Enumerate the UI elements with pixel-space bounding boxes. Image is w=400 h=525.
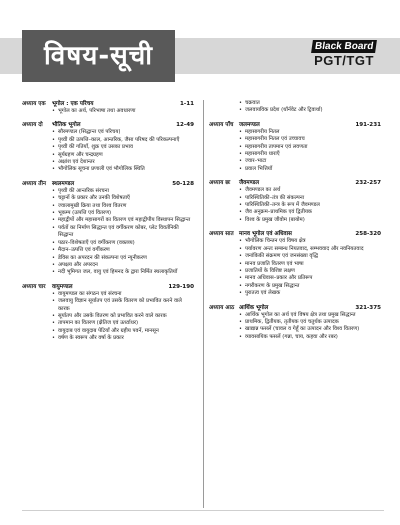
topic-item	[22, 298, 194, 313]
bullet-icon: •	[52, 312, 55, 319]
chapter-pages: 191-231	[355, 121, 381, 128]
topic-item	[22, 129, 194, 136]
column-divider	[203, 100, 204, 508]
topic-item	[22, 144, 194, 151]
topic-list	[209, 312, 381, 342]
bullet-icon: •	[239, 128, 242, 135]
topic-item	[209, 144, 381, 151]
bullet-icon: •	[52, 187, 55, 194]
chapter-entry	[209, 121, 381, 173]
topic-item	[22, 240, 194, 247]
topic-text: भूगोल का अर्थ, परिभाषा तथा अवधारणा	[58, 108, 136, 114]
topic-item	[209, 187, 381, 194]
topic-item	[209, 158, 381, 165]
topic-text: ज्वालामुखी क्रिया तथा विश्व वितरण	[58, 202, 127, 209]
topic-item	[209, 209, 381, 216]
bullet-icon: •	[239, 187, 242, 194]
chapter-pages: 129-190	[168, 283, 194, 290]
topic-item	[209, 136, 381, 143]
topic-text: महासागरीय धाराएँ	[245, 151, 280, 158]
chapter-title: भौतिक भूगोल	[52, 122, 81, 129]
topic-text: मानव प्रजाति वितरण एवं भाषा	[245, 260, 304, 267]
bullet-icon: •	[239, 290, 242, 297]
topic-text: पर्यावरण अन्तः सम्बन्ध नियतवाद, सम्भववाद और नवनियतवाद	[245, 245, 364, 252]
bullet-icon: •	[239, 136, 242, 143]
chapter-title: स्थलमण्डल	[52, 180, 75, 187]
topic-text: प्राथमिक, द्वितीयक, तृतीयक एवं चतुर्थक उत्पादक	[245, 318, 339, 325]
topic-text: भौगोलिक सूचना प्रणाली एवं भौगोलिक स्थिति	[58, 166, 145, 173]
bullet-icon: •	[52, 261, 55, 268]
chapter-number: अध्याय दो	[22, 122, 43, 129]
topic-item	[22, 203, 194, 210]
bullet-icon: •	[239, 216, 242, 223]
topic-text: भूकम्प (उत्पत्ति एवं वितरण)	[58, 210, 112, 217]
bullet-icon: •	[239, 311, 242, 318]
topic-list	[22, 108, 194, 115]
topic-text: तापमान का वितरण (क्षैतिज एवं ऊर्ध्वाधर)	[58, 320, 139, 327]
topic-item	[22, 320, 194, 327]
chapter-number: अध्याय आठ	[209, 304, 235, 311]
topic-text: भौगोलिक चिन्तन एवं विषय क्षेत्र	[245, 238, 306, 245]
bullet-icon: •	[239, 253, 242, 260]
topic-item	[22, 269, 194, 276]
bullet-icon: •	[239, 158, 242, 165]
topic-text: सूर्यातप और उसके वितरण को प्रभावित करने वाले कारक	[58, 312, 167, 319]
bullet-icon: •	[52, 217, 55, 224]
topic-item	[209, 166, 381, 173]
bullet-icon: •	[239, 326, 242, 333]
chapter-pages: 321-375	[355, 304, 381, 311]
bullet-icon: •	[239, 151, 242, 158]
topic-text: आर्थिक भूगोल का अर्थ एवं विषय क्षेत्र तथा प्रमुख सिद्धान्त	[245, 311, 356, 318]
topic-list	[22, 188, 194, 277]
chapter-heading	[22, 100, 194, 108]
topic-text: वर्षण के स्वरूप और वर्षा के प्रकार	[58, 335, 124, 342]
topic-item	[209, 246, 381, 253]
topic-item	[22, 152, 194, 159]
topic-item	[209, 334, 381, 341]
bullet-icon: •	[52, 151, 55, 158]
topic-text: महासागरीय तापमान एवं लवणता	[245, 143, 308, 150]
topic-list	[209, 187, 381, 224]
topic-item	[22, 291, 194, 298]
chapter-entry	[22, 283, 194, 343]
topic-text: अपक्षय और अपरदन	[58, 261, 98, 268]
chapter-number: अध्याय पाँच	[209, 121, 234, 128]
topic-text: महासागरीय नितल एवं उच्चावच	[245, 136, 305, 143]
topic-text: पृथ्वी की उत्पत्ति–काल, आन्तरिक, जैसा परिषद की परिकल्पनाएँ	[58, 136, 180, 143]
chapter-number: अध्याय छः	[209, 180, 231, 187]
bullet-icon: •	[52, 129, 55, 136]
topic-text: पृथ्वी की आन्तरिक संरचना	[58, 187, 109, 194]
chapter-title: जलमण्डल	[239, 121, 260, 128]
bullet-icon: •	[239, 100, 242, 106]
topic-text: मैदान–उत्पत्ति एवं वर्गीकरण	[58, 247, 110, 254]
chapter-number: अध्याय सात	[209, 231, 234, 238]
topic-text: ज्वार–भाटा	[245, 158, 267, 165]
brand-logo	[302, 34, 386, 68]
topic-item	[209, 238, 381, 245]
topic-item	[209, 261, 381, 268]
chapter-entry	[22, 100, 194, 115]
topic-list	[209, 129, 381, 173]
bullet-icon: •	[239, 260, 242, 267]
chapter-number: अध्याय चार	[22, 283, 46, 290]
topic-item	[22, 247, 194, 254]
topic-text: महाद्वीपों और महासागरों का वितरण एवं महाद्वीपीय विस्थापन सिद्धान्त	[58, 217, 191, 224]
bullet-icon: •	[239, 238, 242, 245]
topic-item	[22, 195, 194, 202]
bullet-icon: •	[52, 159, 55, 166]
bullet-icon: •	[239, 333, 242, 340]
chapter-number: अध्याय एक	[22, 101, 46, 107]
topic-item	[22, 217, 194, 224]
topic-text: सौरमण्डल (सिद्धान्त एवं परिचय)	[58, 129, 121, 136]
bullet-icon: •	[52, 247, 55, 254]
topic-list	[22, 291, 194, 343]
topic-text: डेविस का अपरदन की संकल्पना एवं न्यूनीकरण	[58, 254, 147, 261]
page-title: विषय-सूची	[22, 30, 175, 82]
topic-text: व्यावसायिक फसलें (गन्ना, चाय, कहवा और रबर)	[245, 333, 338, 340]
topic-text: चक्रवात	[245, 100, 260, 106]
chapter-pages: 258-320	[355, 231, 381, 238]
bullet-icon: •	[52, 210, 55, 217]
bullet-icon: •	[239, 165, 242, 172]
chapter-entry	[209, 179, 381, 224]
contents-left-column	[22, 100, 194, 349]
chapter-title: जैवमण्डल	[239, 180, 260, 187]
topic-item	[209, 107, 381, 114]
topic-item	[22, 108, 194, 115]
chapter-number: अध्याय तीन	[22, 180, 47, 187]
topic-item	[209, 275, 381, 282]
topic-text: प्रवाल भित्तियाँ	[245, 165, 273, 172]
topic-text: पुरातत्व एवं लेखक	[245, 290, 281, 297]
topic-item	[209, 253, 381, 260]
chapter-title: वायुमण्डल	[52, 283, 73, 290]
chapter-title: आर्थिक भूगोल	[239, 304, 269, 311]
topic-text: नगरीकरण के प्रमुख सिद्धान्त	[245, 282, 300, 289]
brand-logo-top: Black Board	[311, 40, 377, 53]
topic-item	[22, 225, 194, 240]
topic-item	[209, 195, 381, 202]
chapter-heading	[209, 179, 381, 187]
topic-text: सूर्यग्रहण और चन्द्रग्रहण	[58, 151, 103, 158]
topic-text: पठार–विशेषताएँ एवं वर्गीकरण (वक्तव्य)	[58, 239, 135, 246]
topic-item	[209, 326, 381, 333]
topic-text: पारिस्थितिकी–तंत्र की संकल्पना	[245, 194, 305, 201]
topic-text: मानव अधिवास–प्रकार और प्रतिरूप	[245, 275, 313, 282]
topic-text: चट्टानों के प्रकार और उनकी विशेषताएँ	[58, 195, 130, 202]
topic-text: विश्व के प्रमुख जीवोम (बायोम)	[245, 216, 305, 223]
topic-list	[209, 100, 381, 115]
topic-text: नदी भूमिगत जल, वायु एवं हिमनद के द्वारा निर्मित स्थलाकृतियाँ	[58, 269, 178, 276]
topic-text: जनांकिकी संक्रमण एवं जनसंख्या वृद्धि	[245, 253, 318, 260]
bullet-icon: •	[52, 166, 55, 173]
bullet-icon: •	[52, 327, 55, 334]
bullet-icon: •	[239, 209, 242, 216]
topic-item	[209, 151, 381, 158]
chapter-entry	[22, 180, 194, 277]
topic-text: जलवायविक प्रदेश (थॉर्नवेट और ट्रिवार्था)	[245, 107, 323, 114]
topic-text: पृथ्वी की गतियाँ, शुक्र एवं उसका प्रभाव	[58, 144, 133, 151]
bullet-icon: •	[52, 224, 55, 231]
contents-columns	[22, 100, 384, 508]
chapter-entry	[209, 230, 381, 297]
chapter-pages: 12-49	[176, 122, 194, 129]
topic-text: जलवायु विज्ञान सूर्यातप एवं उसके वितरण को प्रभावित करने वाले कारक	[58, 298, 182, 312]
bullet-icon: •	[52, 202, 55, 209]
bullet-icon: •	[239, 282, 242, 289]
topic-text: पारिस्थितिकी–तन्त्र के रूप में जैवमण्डल	[245, 202, 320, 209]
topic-item	[209, 312, 381, 319]
chapter-entry	[209, 100, 381, 115]
topic-text: पर्वतों का निर्माण सिद्धान्त एवं वर्गीकरण कोबर, प्लेट विवर्तनिकी सिद्धान्त	[58, 224, 179, 239]
bullet-icon: •	[239, 267, 242, 274]
bullet-icon: •	[239, 143, 242, 150]
topic-item	[209, 217, 381, 224]
bullet-icon: •	[239, 107, 242, 114]
footer-rule	[22, 510, 384, 511]
bullet-icon: •	[52, 269, 55, 276]
topic-text: जैव अनुक्रम–प्राथमिक एवं द्वितीयक	[245, 209, 312, 216]
bullet-icon: •	[52, 320, 55, 327]
topic-item	[22, 255, 194, 262]
bullet-icon: •	[52, 195, 55, 202]
topic-item	[22, 335, 194, 342]
bullet-icon: •	[52, 290, 55, 297]
bullet-icon: •	[239, 245, 242, 252]
brand-logo-subtitle: PGT/TGT	[314, 53, 374, 68]
topic-item	[209, 290, 381, 297]
chapter-heading	[209, 121, 381, 129]
topic-text: खाद्यान्न फसलें (चावल व गेहूँ का उत्पादन और विश्व वितरण)	[245, 326, 360, 333]
bullet-icon: •	[52, 298, 55, 305]
bullet-icon: •	[52, 239, 55, 246]
chapter-pages: 232-257	[355, 180, 381, 187]
chapter-entry	[22, 121, 194, 173]
topic-list	[22, 129, 194, 173]
chapter-title: भूगोल : एक परिचय	[52, 101, 94, 107]
topic-text: अक्षांश एवं देशान्तर	[58, 159, 95, 166]
topic-text: प्रजातियों के विशिष्ट लक्षण	[245, 267, 295, 274]
bullet-icon: •	[239, 202, 242, 209]
chapter-pages: 50-128	[172, 180, 194, 187]
bullet-icon: •	[52, 335, 55, 342]
topic-item	[22, 166, 194, 173]
bullet-icon: •	[239, 194, 242, 201]
chapter-title: मानव भूगोल एवं अधिवास	[239, 231, 292, 238]
chapter-entry	[209, 304, 381, 342]
topic-item	[209, 283, 381, 290]
bullet-icon: •	[239, 318, 242, 325]
topic-text: वायुदाब एवं वायुदाब पेटियाँ और ग्रहीय पवनें, मानसून	[58, 327, 159, 334]
chapter-pages: 1-11	[180, 101, 194, 107]
bullet-icon: •	[52, 136, 55, 143]
bullet-icon: •	[52, 144, 55, 151]
topic-text: महासागरीय नितल	[245, 128, 280, 135]
contents-right-column	[209, 100, 381, 347]
bullet-icon: •	[52, 108, 55, 114]
chapter-heading	[209, 304, 381, 312]
topic-text: जैवमण्डल का अर्थ	[245, 187, 281, 194]
chapter-heading	[22, 180, 194, 188]
chapter-heading	[22, 283, 194, 291]
topic-text: वायुमण्डल का संगठन एवं संरचना	[58, 290, 122, 297]
bullet-icon: •	[52, 254, 55, 261]
bullet-icon: •	[239, 275, 242, 282]
topic-list	[209, 238, 381, 297]
